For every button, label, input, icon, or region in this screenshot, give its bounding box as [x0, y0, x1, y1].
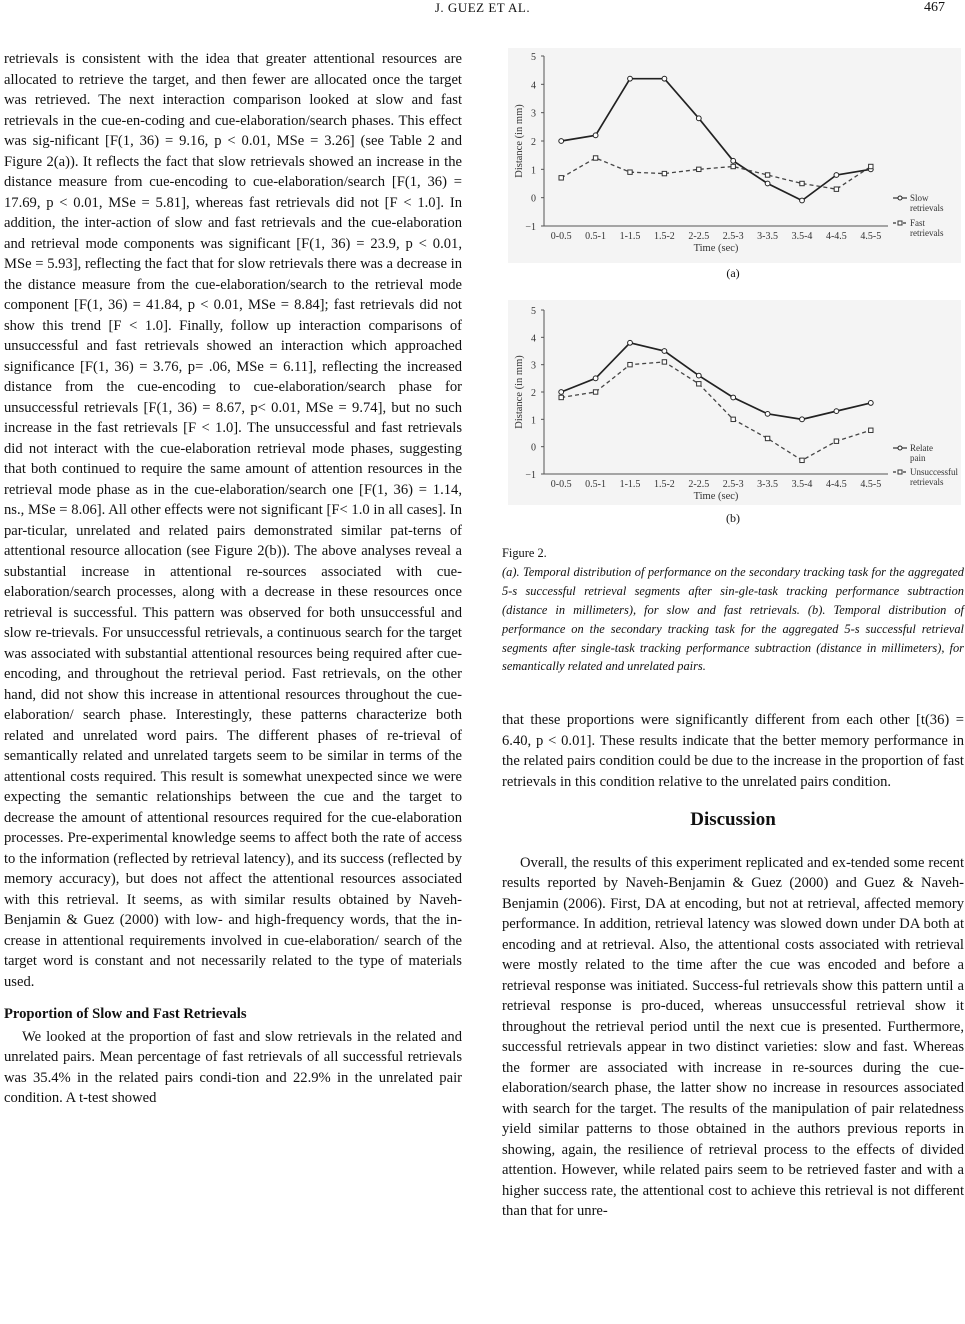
x-axis-label: Time (sec) [693, 243, 739, 254]
y-tick-label: 4 [531, 80, 536, 92]
line-chart-a [508, 48, 961, 263]
data-point [662, 171, 666, 175]
y-tick-label: 0 [531, 193, 536, 205]
data-point [628, 340, 633, 345]
legend-label: retrievals [910, 477, 944, 487]
legend-label: Unsuccessful [910, 467, 958, 477]
data-point [800, 198, 805, 203]
section-heading: Proportion of Slow and Fast Retrievals [4, 1006, 247, 1022]
data-point [593, 156, 597, 160]
data-point [731, 395, 736, 400]
data-point [696, 116, 701, 121]
y-tick-label: 3 [531, 360, 536, 372]
y-tick-label: 1 [531, 165, 536, 177]
y-tick-label: 2 [531, 388, 536, 399]
caption-body: (a). Temporal distribution of performance on the secondary tracking task for the aggregated 5-s successful retrieval segments after sin-gle-task tracking performance subtraction (distance in millimeters), for slow and fast retrievals. (b). Temporal distribution of performance on the secondary tracking task for the aggregated 5-s successful retrieval segments after single-task tracking performance subtraction (distance in millimeters), for semantically related and unrelated pairs. [502, 564, 964, 674]
data-point [697, 382, 701, 386]
y-tick-label: −1 [525, 470, 536, 481]
data-point [731, 417, 735, 421]
y-tick-label: 5 [531, 306, 536, 317]
legend-marker [898, 446, 902, 450]
data-point [868, 401, 873, 406]
legend-label: retrievals [910, 203, 944, 213]
y-tick-label: 5 [531, 52, 536, 63]
data-point [834, 439, 838, 443]
legend-marker [898, 196, 902, 200]
data-point [593, 133, 598, 138]
legend-label: Relate [910, 443, 933, 453]
data-point [869, 164, 873, 168]
x-tick-label: 2-2.5 [688, 231, 710, 242]
x-tick-label: 4.5-5 [860, 479, 882, 490]
x-tick-label: 3.5-4 [791, 231, 813, 242]
body-paragraph: that these proportions were significantly different from each other [t(36) = 6.40, p < 0.01]. These results indicate that the better memory performance in the related pairs condition could be due to the increase in the proportion of fast retrievals in this condition relative to the unrelated pairs condition. [502, 712, 964, 790]
x-axis-label: Time (sec) [693, 491, 739, 502]
data-point [662, 76, 667, 81]
x-tick-label: 3-3.5 [757, 231, 779, 242]
x-tick-label: 3.5-4 [791, 479, 813, 490]
data-point [628, 170, 632, 174]
x-tick-label: 0-0.5 [550, 479, 572, 490]
data-point [559, 390, 564, 395]
left-column [4, 49, 462, 1109]
data-point [800, 181, 804, 185]
x-tick-label: 0.5-1 [585, 479, 607, 490]
x-tick-label: 1.5-2 [653, 231, 675, 242]
data-point [559, 139, 564, 144]
body-paragraph: Overall, the results of this experiment replicated and ex-tended some recent results reported by Naveh-Benjamin & Guez (2000) and Guez & Naveh-Benjamin (2006). First, DA at encoding, but not at retrieval, affected memory performance. In addition, retrieval latency was slowed down under DA both at encoding and at retrieval. Also, the attentional costs associated with retrieval were mostly related to the time after the cue was encoded and before a retrieval response was initiated. Success-ful retrievals show this pattern until a retrieval response is pro-duced, whereas unsuccessful retrieval show it throughout the retrieval period until the next cue is presented. Furthermore, successful retrievals appear in two distinct varieties: slow and fast. Whereas the former are associated with increase in re-sources during the cue-elaboration/search phase, the latter show no increase in resources associated with search for the target. The results of the manipulation of pair relatedness yield similar patterns to those obtained in the authors previous reports in showing, again, the resilience of retrieval process to the effects of divided attention. However, while related pairs seem to be retrieved faster and with a higher success rate, the attentional cost to achieve this retrieval is not different than that for unre- [502, 854, 964, 1219]
x-tick-label: 1.5-2 [653, 479, 675, 490]
data-point [662, 360, 666, 364]
x-tick-label: 4-4.5 [825, 479, 847, 490]
data-point [731, 164, 735, 168]
discussion-heading: Discussion [690, 809, 776, 830]
data-point [593, 376, 598, 381]
y-tick-label: 3 [531, 108, 536, 120]
figure-caption [502, 544, 964, 676]
subfigure-label-b: (b) [726, 511, 740, 525]
caption-title: Figure 2. [502, 546, 547, 560]
y-tick-label: 0 [531, 442, 536, 454]
data-point [765, 436, 769, 440]
data-point [869, 428, 873, 432]
data-point [559, 395, 563, 399]
data-point [765, 411, 770, 416]
body-paragraph: retrievals is consistent with the idea that greater attentional resources are allocated to retrieve the target, and then fewer are allocated once the target was retrieved. The next interaction comparison looked at slow and fast retrievals in the cue-en-coding and cue-elaboration/search phases. This effect was sig-nificant [F(1, 36) = 9.16, p < 0.01, MSe = 3.26] (see Table 2 and Figure 2(a)). It reflects the fact that slow retrievals showed an increase in the distance measure from cue-encoding to cue-elaboration/search [F(1, 36) = 17.69, p < 0.01, MSe = 5.81], whereas fast retrievals did not [F < 1.0]. In addition, the inter-action of slow and fast retrievals and the cue-elaboration and retrieval mode components was significant [F(1, 36) = 23.9, p < 0.01, MSe = 5.93], reflecting the fact that for slow retrievals there was a decrease in the distance measure from the cue-elaboration/search to the retrieval mode component [F(1, 36) = 41.84, p < 0.01, MSe = 8.84]; fast retrievals did not show this trend [F < 1.0]. Finally, follow up interaction comparisons of unsuccessful and fast retrievals showed an interaction which approached significance [F(1, 36) = 3.76, p= .06, MSe = 6.11], reflecting the increased distance from the cue-encoding to cue-elaboration/search phase for unsuccessful retrievals [F(1, 36) = 8.67, p< 0.01, MSe = 9.74], but no such increase in the fast retrievals [F < 1.0]. The unsuccessful and fast retrievals did not interact with the cue-elaboration retrieval mode phases, suggesting that both continued to require the same amount of attention resources in the retrieval mode phase as in the cue-elaboration/search one [F(1, 36) = 1.14, ns., MSe = 8.06]. All other effects were not significant [F< 1.0 in all cases]. In par-ticular, unrelated and related pairs demonstrated similar pat-terns of attentional resource allocation (see Figure 2(b)). The above analyses reveal a substantial increase in attentional re-sources associated with cue-elaboration/search processes, along with a decrease in these resources once retrieval is successful. This pattern was observed for both unsuccessful and slow re-trievals. For unsuccessful retrievals, a continuous search for the target was associated with substantial attentional resources being required after cue-encoding, and throughout the retrieval period. Fast retrievals, on the other hand, did not show this increase in attentional resources throughout the cue-elaboration/ search phase. Interestingly, these patterns characterize both related and unrelated word pairs. The different phases of re-trieval of semantically related and unrelated targets seem to be similar in terms of the attentional costs required. This result is somewhat unexpected since we were expecting the semantic relationships between the cue and the target to decrease the amount of attentional resources required for the cue-elaboration processes. Pre-experimental knowledge seems to affect both the rate of access to the information (reflected by retrieval latency), and its success (reflected by memory accuracy), but does not affect the attentional resources associated with this retrieval. It seems, as with similar results obtained by Naveh-Benjamin & Guez (2000) with low- and high-frequency words, that the in-crease in attentional requirements involved in cue-elaboration/ search of the target word is constant and not necessarily related to the type of materials used. [4, 51, 462, 990]
x-tick-label: 1-1.5 [619, 479, 641, 490]
x-tick-label: 4-4.5 [825, 231, 847, 242]
body-paragraph: We looked at the proportion of fast and slow retrievals in the related and unrelated pairs. Mean percentage of fast retrievals of all successful retrievals was 35.4% in the related pairs condi-tion and 22.9% in the unrelated pair condition. A t-test showed [4, 1028, 462, 1106]
data-point [800, 458, 804, 462]
x-tick-label: 2.5-3 [722, 231, 744, 242]
running-head: J. GUEZ ET AL. [434, 0, 531, 15]
data-point [559, 176, 563, 180]
y-tick-label: −1 [525, 222, 536, 233]
legend-label: retrievals [910, 228, 944, 238]
x-tick-label: 0.5-1 [585, 231, 607, 242]
legend-marker [898, 470, 902, 474]
line-chart-b [508, 300, 961, 505]
x-tick-label: 1-1.5 [619, 231, 641, 242]
page-header [0, 0, 965, 24]
right-column [502, 710, 964, 1222]
data-point [834, 173, 839, 178]
data-point [800, 417, 805, 422]
y-tick-label: 2 [531, 137, 536, 148]
legend-label: Fast [910, 218, 926, 228]
data-point [731, 158, 736, 163]
x-tick-label: 2.5-3 [722, 479, 744, 490]
x-tick-label: 2-2.5 [688, 479, 710, 490]
figure-2b [508, 300, 961, 505]
data-point [628, 362, 632, 366]
y-axis-label: Distance (in mm) [514, 104, 525, 178]
data-point [628, 76, 633, 81]
legend-marker [898, 221, 902, 225]
page-number: 467 [924, 0, 945, 15]
data-point [765, 173, 769, 177]
y-tick-label: 1 [531, 415, 536, 427]
subfigure-label-a: (a) [726, 266, 740, 280]
data-point [662, 349, 667, 354]
legend-label: pain [910, 453, 926, 463]
x-tick-label: 0-0.5 [550, 231, 572, 242]
x-tick-label: 4.5-5 [860, 231, 882, 242]
figure-2a [508, 48, 961, 263]
data-point [834, 187, 838, 191]
data-point [834, 409, 839, 414]
y-axis-label: Distance (in mm) [514, 355, 525, 429]
y-tick-label: 4 [531, 333, 536, 345]
data-point [593, 390, 597, 394]
x-tick-label: 3-3.5 [757, 479, 779, 490]
legend-label: Slow [910, 193, 929, 203]
data-point [765, 181, 770, 186]
data-point [696, 373, 701, 378]
data-point [697, 167, 701, 171]
